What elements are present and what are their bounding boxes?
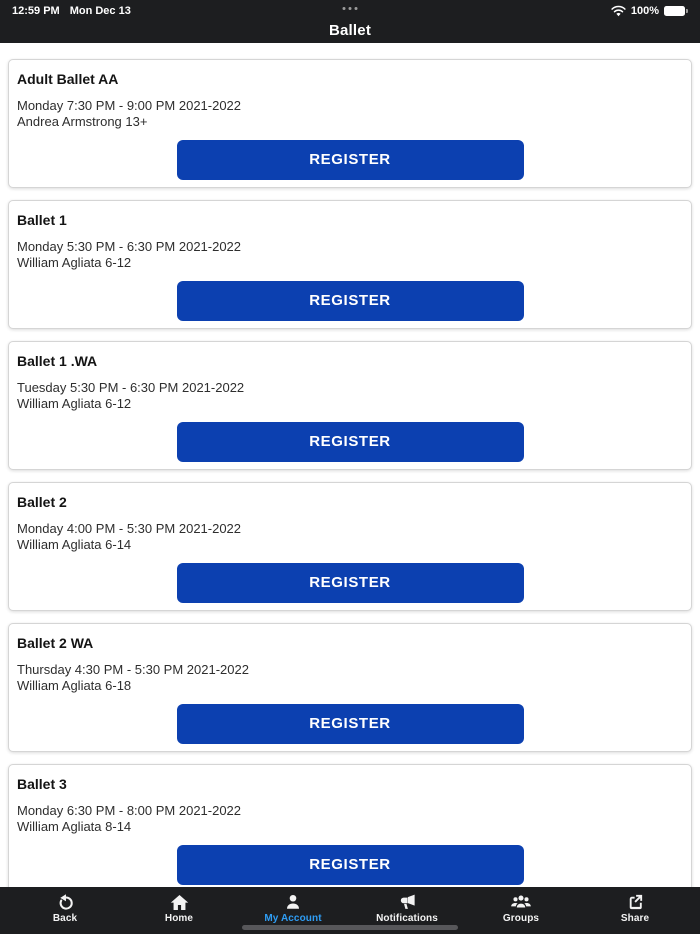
tab-home[interactable] xyxy=(122,893,236,924)
tab-notifications-label: Notifications xyxy=(376,913,438,924)
register-button[interactable]: REGISTER xyxy=(177,281,524,321)
tab-my-account-label: My Account xyxy=(264,913,322,924)
status-time: 12:59 PM xyxy=(12,5,60,17)
battery-icon xyxy=(664,6,688,16)
class-schedule: Monday 6:30 PM - 8:00 PM 2021-2022 xyxy=(17,803,242,818)
class-instructor: William Agliata 6-14 xyxy=(17,537,132,552)
status-left xyxy=(12,5,131,17)
class-instructor: William Agliata 6-18 xyxy=(17,678,132,693)
tab-groups[interactable] xyxy=(464,893,578,924)
person-icon xyxy=(284,893,302,911)
class-name: Ballet 1 xyxy=(17,212,67,228)
class-instructor: William Agliata 6-12 xyxy=(17,396,132,411)
wifi-icon xyxy=(611,5,626,17)
back-icon xyxy=(56,893,75,911)
class-card xyxy=(8,482,692,611)
class-card xyxy=(8,341,692,470)
class-name: Ballet 2 WA xyxy=(17,635,94,651)
register-button[interactable]: REGISTER xyxy=(177,845,524,885)
class-schedule: Monday 5:30 PM - 6:30 PM 2021-2022 xyxy=(17,239,242,254)
class-list-scroll-area[interactable] xyxy=(0,43,700,887)
class-schedule: Thursday 4:30 PM - 5:30 PM 2021-2022 xyxy=(17,662,249,677)
class-name: Ballet 1 .WA xyxy=(17,353,98,369)
tab-home-label: Home xyxy=(164,913,194,924)
class-name: Ballet 3 xyxy=(17,776,67,792)
register-button[interactable]: REGISTER xyxy=(177,563,524,603)
class-instructor: Andrea Armstrong 13+ xyxy=(17,114,148,129)
tab-back-label: Back xyxy=(52,913,78,924)
page-title: Ballet xyxy=(328,22,372,39)
class-card xyxy=(8,623,692,752)
tab-notifications[interactable] xyxy=(350,893,464,924)
tab-share-label: Share xyxy=(620,913,650,924)
status-date: Mon Dec 13 xyxy=(69,5,131,17)
register-button[interactable]: REGISTER xyxy=(177,140,524,180)
tab-groups-label: Groups xyxy=(502,913,540,924)
tab-back[interactable] xyxy=(8,893,122,924)
class-list xyxy=(0,43,700,887)
home-icon xyxy=(170,893,189,911)
status-right xyxy=(611,5,688,17)
battery-percent: 100% xyxy=(630,5,659,17)
register-button[interactable]: REGISTER xyxy=(177,704,524,744)
tab-my-account[interactable] xyxy=(236,893,350,924)
class-schedule: Monday 7:30 PM - 9:00 PM 2021-2022 xyxy=(17,98,242,113)
class-instructor: William Agliata 8-14 xyxy=(17,819,132,834)
top-bar xyxy=(0,0,700,43)
groups-icon xyxy=(510,893,532,911)
class-schedule: Tuesday 5:30 PM - 6:30 PM 2021-2022 xyxy=(17,380,245,395)
class-name: Adult Ballet AA xyxy=(17,71,119,87)
class-card xyxy=(8,200,692,329)
register-button[interactable]: REGISTER xyxy=(177,422,524,462)
class-card xyxy=(8,59,692,188)
class-card xyxy=(8,764,692,887)
class-schedule: Monday 4:00 PM - 5:30 PM 2021-2022 xyxy=(17,521,242,536)
multitasking-dots-icon xyxy=(343,7,358,10)
class-name: Ballet 2 xyxy=(17,494,67,510)
status-bar xyxy=(0,0,700,20)
class-instructor: William Agliata 6-12 xyxy=(17,255,132,270)
share-icon xyxy=(626,893,644,911)
megaphone-icon xyxy=(398,893,417,911)
home-indicator[interactable] xyxy=(242,925,458,930)
tab-share[interactable] xyxy=(578,893,692,924)
